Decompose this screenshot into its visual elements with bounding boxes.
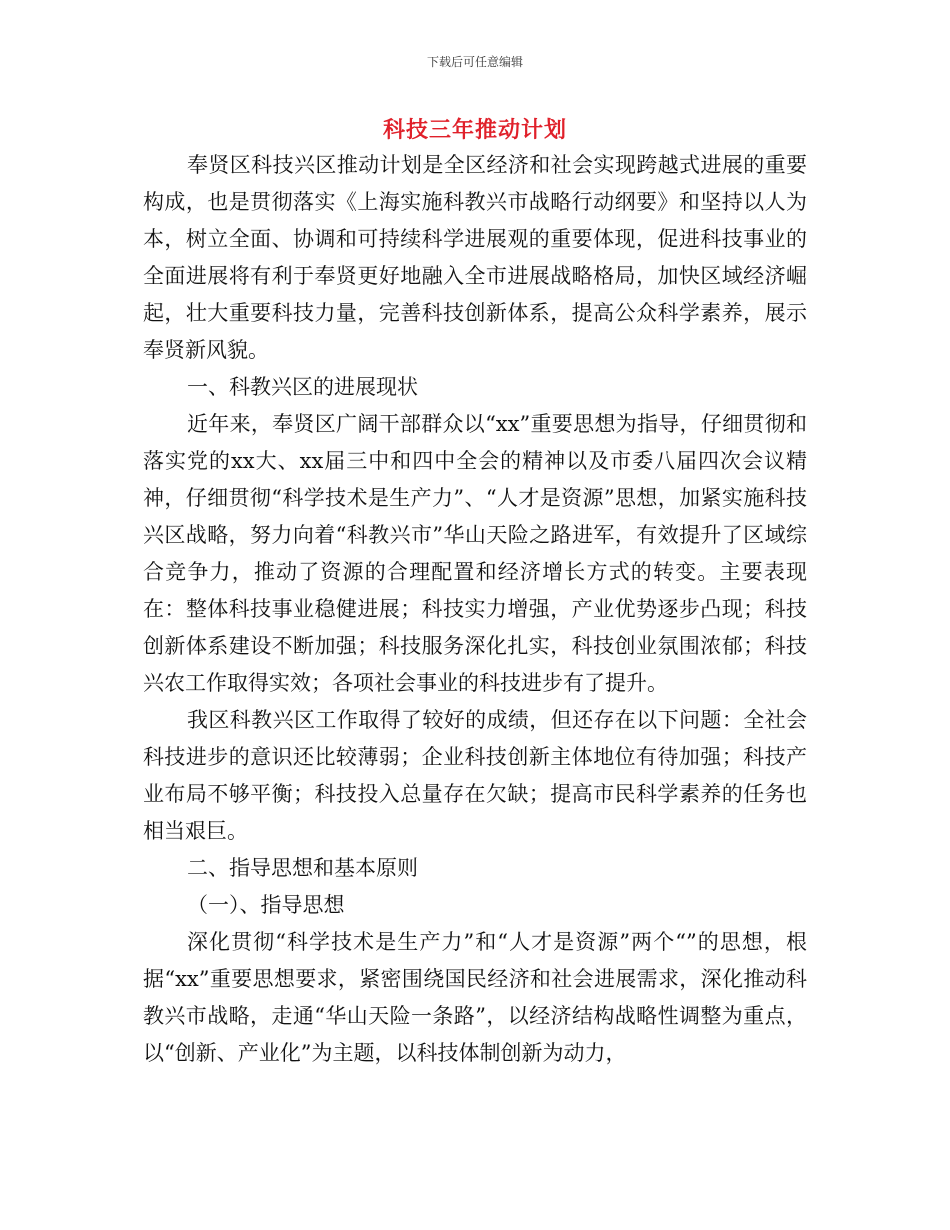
document-title: 科技三年推动计划	[382, 117, 567, 143]
paragraph-problems: 我区科教兴区工作取得了较好的成绩，但还存在以下问题：全社会科技进步的意识还比较薄弱；企业科技创新主体地位有待加强；科技产业布局不够平衡；科技投入总量存在欠缺；提高市民科学素养的任务也相当艰巨。	[143, 708, 807, 843]
section-heading-1: 一、科教兴区的进展现状	[187, 375, 418, 399]
paragraph-intro: 奉贤区科技兴区推动计划是全区经济和社会实现跨越式进展的重要构成，也是贯彻落实《上海实施科教兴市战略行动纲要》和坚持以人为本，树立全面、协调和可持续科学进展观的重要体现，促进科技事业的全面进展将有利于奉贤更好地融入全市进展战略格局，加快区域经济崛起，壮大重要科技力量，完善科技创新体系，提高公众科学素养，展示奉贤新风貌。	[143, 153, 807, 362]
header-note: 下载后可任意编辑	[426, 55, 523, 69]
document-body	[143, 147, 807, 1072]
subsection-heading-1: （一）、指导思想	[187, 893, 345, 917]
paragraph-guiding-thought: 深化贯彻“科学技术是生产力”和“人才是资源”两个“”的思想，根据“xx”重要思想要求，紧密围绕国民经济和社会进展需求，深化推动科教兴市战略，走通“华山天险一条路”，以经济结构战略性调整为重点，以“创新、产业化”为主题，以科技体制创新为动力，	[143, 930, 807, 1065]
section-heading-2: 二、指导思想和基本原则	[187, 856, 418, 880]
paragraph-status: 近年来，奉贤区广阔干部群众以“xx”重要思想为指导，仔细贯彻和落实党的xx大、xx届三中和四中全会的精神以及市委八届四次会议精神，仔细贯彻“科学技术是生产力”、“人才是资源”思想，加紧实施科技兴区战略，努力向着“科教兴市”华山天险之路进军，有效提升了区域综合竞争力，推动了资源的合理配置和经济增长方式的转变。主要表现在：整体科技事业稳健进展；科技实力增强，产业优势逐步凸现；科技创新体系建设不断加强；科技服务深化扎实，科技创业氛围浓郁；科技兴农工作取得实效；各项社会事业的科技进步有了提升。	[143, 412, 807, 695]
